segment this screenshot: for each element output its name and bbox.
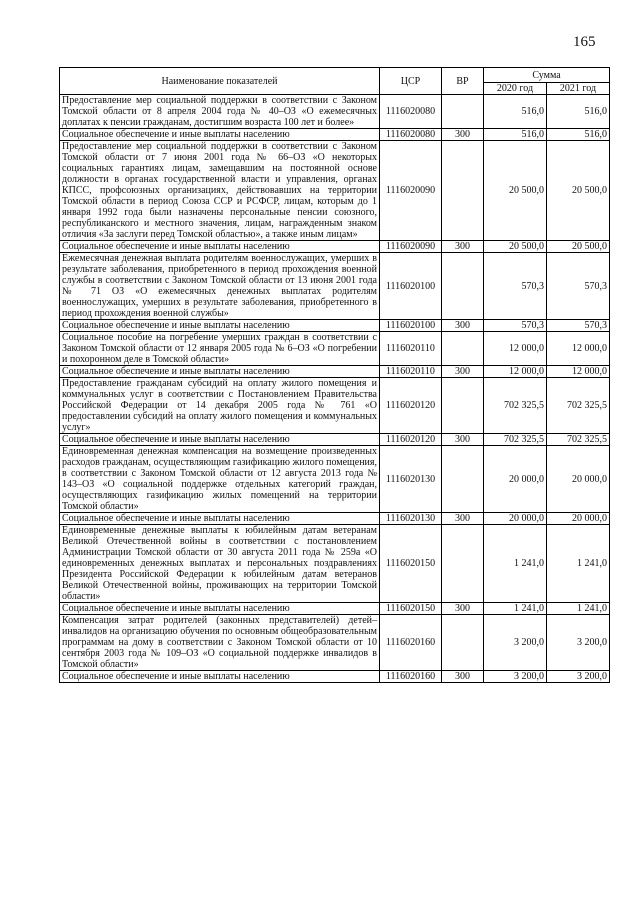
row-sum-2020: 12 000,0 — [484, 332, 547, 366]
row-vr — [442, 253, 484, 320]
header-sum: Сумма — [484, 68, 610, 83]
row-name: Социальное обеспечение и иные выплаты населению — [60, 241, 380, 253]
row-vr: 300 — [442, 366, 484, 378]
row-sum-2020: 1 241,0 — [484, 603, 547, 615]
row-vr: 300 — [442, 129, 484, 141]
budget-table — [59, 67, 610, 683]
header-name: Наименование показателей — [60, 68, 380, 95]
table-row-subtotal — [60, 129, 610, 141]
header-year-2021: 2021 год — [547, 83, 610, 95]
table-row — [60, 615, 610, 671]
row-name: Социальное обеспечение и иные выплаты населению — [60, 366, 380, 378]
row-sum-2020: 1 241,0 — [484, 525, 547, 603]
table-row-subtotal — [60, 241, 610, 253]
row-sum-2021: 12 000,0 — [547, 366, 610, 378]
table-row — [60, 525, 610, 603]
table-row-subtotal — [60, 366, 610, 378]
row-csr: 1116020110 — [380, 332, 442, 366]
row-sum-2020: 3 200,0 — [484, 615, 547, 671]
row-name: Предоставление мер социальной поддержки в соответствии с Законом Томской области от 8 апреля 2004 года № 40–ОЗ «О ежемесячных доплатах к пенсии гражданам, достигшим возраста 100 лет и более» — [60, 95, 380, 129]
table-row — [60, 253, 610, 320]
row-sum-2021: 20 500,0 — [547, 241, 610, 253]
row-sum-2021: 570,3 — [547, 320, 610, 332]
row-csr: 1116020160 — [380, 615, 442, 671]
table-row — [60, 332, 610, 366]
table-row — [60, 446, 610, 513]
row-sum-2021: 12 000,0 — [547, 332, 610, 366]
row-sum-2020: 702 325,5 — [484, 378, 547, 434]
row-vr: 300 — [442, 241, 484, 253]
table-row — [60, 141, 610, 241]
row-sum-2021: 702 325,5 — [547, 434, 610, 446]
row-vr — [442, 525, 484, 603]
row-vr — [442, 446, 484, 513]
row-sum-2021: 702 325,5 — [547, 378, 610, 434]
header-vr: ВР — [442, 68, 484, 95]
row-name: Единовременная денежная компенсация на возмещение произведенных расходов гражданам, осуществляющим газификацию жилого помещения, в соответствии с Законом Томской области от 12 августа 2013 года № 143–ОЗ «О социальной поддержке отдельных категорий граждан, осуществляющих газификацию жилых помещений на территории Томской области» — [60, 446, 380, 513]
row-name: Ежемесячная денежная выплата родителям военнослужащих, умерших в результате заболевания, приобретенного в период прохождения военной службы в соответствии с Законом Томской области от 13 июня 2001 года № 71 ОЗ «О ежемесячных денежных выплатах родителям военнослужащих, умерших в результате заболевания, приобретенного в период прохождения военной службы» — [60, 253, 380, 320]
row-sum-2021: 516,0 — [547, 95, 610, 129]
row-vr: 300 — [442, 671, 484, 683]
table-row-subtotal — [60, 603, 610, 615]
row-csr: 1116020120 — [380, 434, 442, 446]
row-name: Социальное обеспечение и иные выплаты населению — [60, 671, 380, 683]
table-row-subtotal — [60, 513, 610, 525]
row-vr — [442, 141, 484, 241]
row-name: Компенсация затрат родителей (законных представителей) детей–инвалидов на организацию обучения по основным общеобразовательным программам на дому в соответствии с Законом Томской области от 10 сентября 2003 года № 109–ОЗ «О социальной поддержке инвалидов в Томской области» — [60, 615, 380, 671]
row-csr: 1116020080 — [380, 129, 442, 141]
row-name: Социальное обеспечение и иные выплаты населению — [60, 320, 380, 332]
row-vr — [442, 378, 484, 434]
page-number: 165 — [573, 34, 596, 50]
row-sum-2020: 20 500,0 — [484, 141, 547, 241]
row-sum-2020: 20 500,0 — [484, 241, 547, 253]
row-sum-2021: 1 241,0 — [547, 525, 610, 603]
row-sum-2021: 3 200,0 — [547, 671, 610, 683]
row-name: Социальное обеспечение и иные выплаты населению — [60, 434, 380, 446]
row-csr: 1116020130 — [380, 446, 442, 513]
row-csr: 1116020090 — [380, 241, 442, 253]
row-name: Предоставление гражданам субсидий на оплату жилого помещения и коммунальных услуг в соответствии с Постановлением Правительства Российской Федерации от 14 декабря 2005 года № 761 «О предоставлении субсидий на оплату жилого помещения и коммунальных услуг» — [60, 378, 380, 434]
table-row — [60, 378, 610, 434]
row-name: Социальное пособие на погребение умерших граждан в соответствии с Законом Томской области от 12 января 2005 года № 6–ОЗ «О погребении и похоронном деле в Томской области» — [60, 332, 380, 366]
table-row-subtotal — [60, 320, 610, 332]
row-vr: 300 — [442, 603, 484, 615]
row-sum-2021: 20 000,0 — [547, 513, 610, 525]
table-row — [60, 95, 610, 129]
row-csr: 1116020160 — [380, 671, 442, 683]
row-sum-2020: 570,3 — [484, 320, 547, 332]
row-sum-2021: 570,3 — [547, 253, 610, 320]
row-sum-2020: 516,0 — [484, 129, 547, 141]
row-name: Социальное обеспечение и иные выплаты населению — [60, 129, 380, 141]
row-csr: 1116020090 — [380, 141, 442, 241]
row-sum-2020: 516,0 — [484, 95, 547, 129]
row-name: Единовременные денежные выплаты к юбилейным датам ветеранам Великой Отечественной войны в соответствии с постановлением Администрации Томской области от 30 августа 2011 года № 259а «О единовременных денежных выплатах и персональных поздравлениях Президента Российской Федерации к юбилейным датам ветеранов Великой Отечественной войны, проживающих на территории Томской области» — [60, 525, 380, 603]
row-csr: 1116020100 — [380, 320, 442, 332]
row-name: Социальное обеспечение и иные выплаты населению — [60, 603, 380, 615]
row-vr — [442, 332, 484, 366]
row-name: Социальное обеспечение и иные выплаты населению — [60, 513, 380, 525]
row-vr — [442, 95, 484, 129]
row-sum-2020: 20 000,0 — [484, 513, 547, 525]
row-sum-2020: 12 000,0 — [484, 366, 547, 378]
row-csr: 1116020080 — [380, 95, 442, 129]
row-sum-2020: 20 000,0 — [484, 446, 547, 513]
row-sum-2021: 1 241,0 — [547, 603, 610, 615]
row-name: Предоставление мер социальной поддержки в соответствии с Законом Томской области от 7 июня 2001 года № 66–ОЗ «О некоторых социальных гарантиях лицам, замещавшим на постоянной основе должности в органах государственной власти и управления, органах КПСС, профсоюзных организациях, действовавших на территории Томской области в период Союза ССР и РСФСР, лицам, которым до 1 января 1992 года были назначены персональные пенсии союзного, республиканского и местного значения, лицам, награжденным знаком отличия «За заслуги перед Томской областью», а также иным лицам» — [60, 141, 380, 241]
row-sum-2021: 20 500,0 — [547, 141, 610, 241]
row-csr: 1116020150 — [380, 525, 442, 603]
header-csr: ЦСР — [380, 68, 442, 95]
row-sum-2021: 516,0 — [547, 129, 610, 141]
row-sum-2021: 3 200,0 — [547, 615, 610, 671]
row-vr: 300 — [442, 320, 484, 332]
row-sum-2020: 570,3 — [484, 253, 547, 320]
row-sum-2021: 20 000,0 — [547, 446, 610, 513]
row-sum-2020: 3 200,0 — [484, 671, 547, 683]
row-csr: 1116020120 — [380, 378, 442, 434]
row-csr: 1116020110 — [380, 366, 442, 378]
header-year-2020: 2020 год — [484, 83, 547, 95]
row-vr: 300 — [442, 434, 484, 446]
row-csr: 1116020130 — [380, 513, 442, 525]
row-vr: 300 — [442, 513, 484, 525]
table-row-subtotal — [60, 671, 610, 683]
row-sum-2020: 702 325,5 — [484, 434, 547, 446]
row-csr: 1116020150 — [380, 603, 442, 615]
row-vr — [442, 615, 484, 671]
row-csr: 1116020100 — [380, 253, 442, 320]
table-row-subtotal — [60, 434, 610, 446]
